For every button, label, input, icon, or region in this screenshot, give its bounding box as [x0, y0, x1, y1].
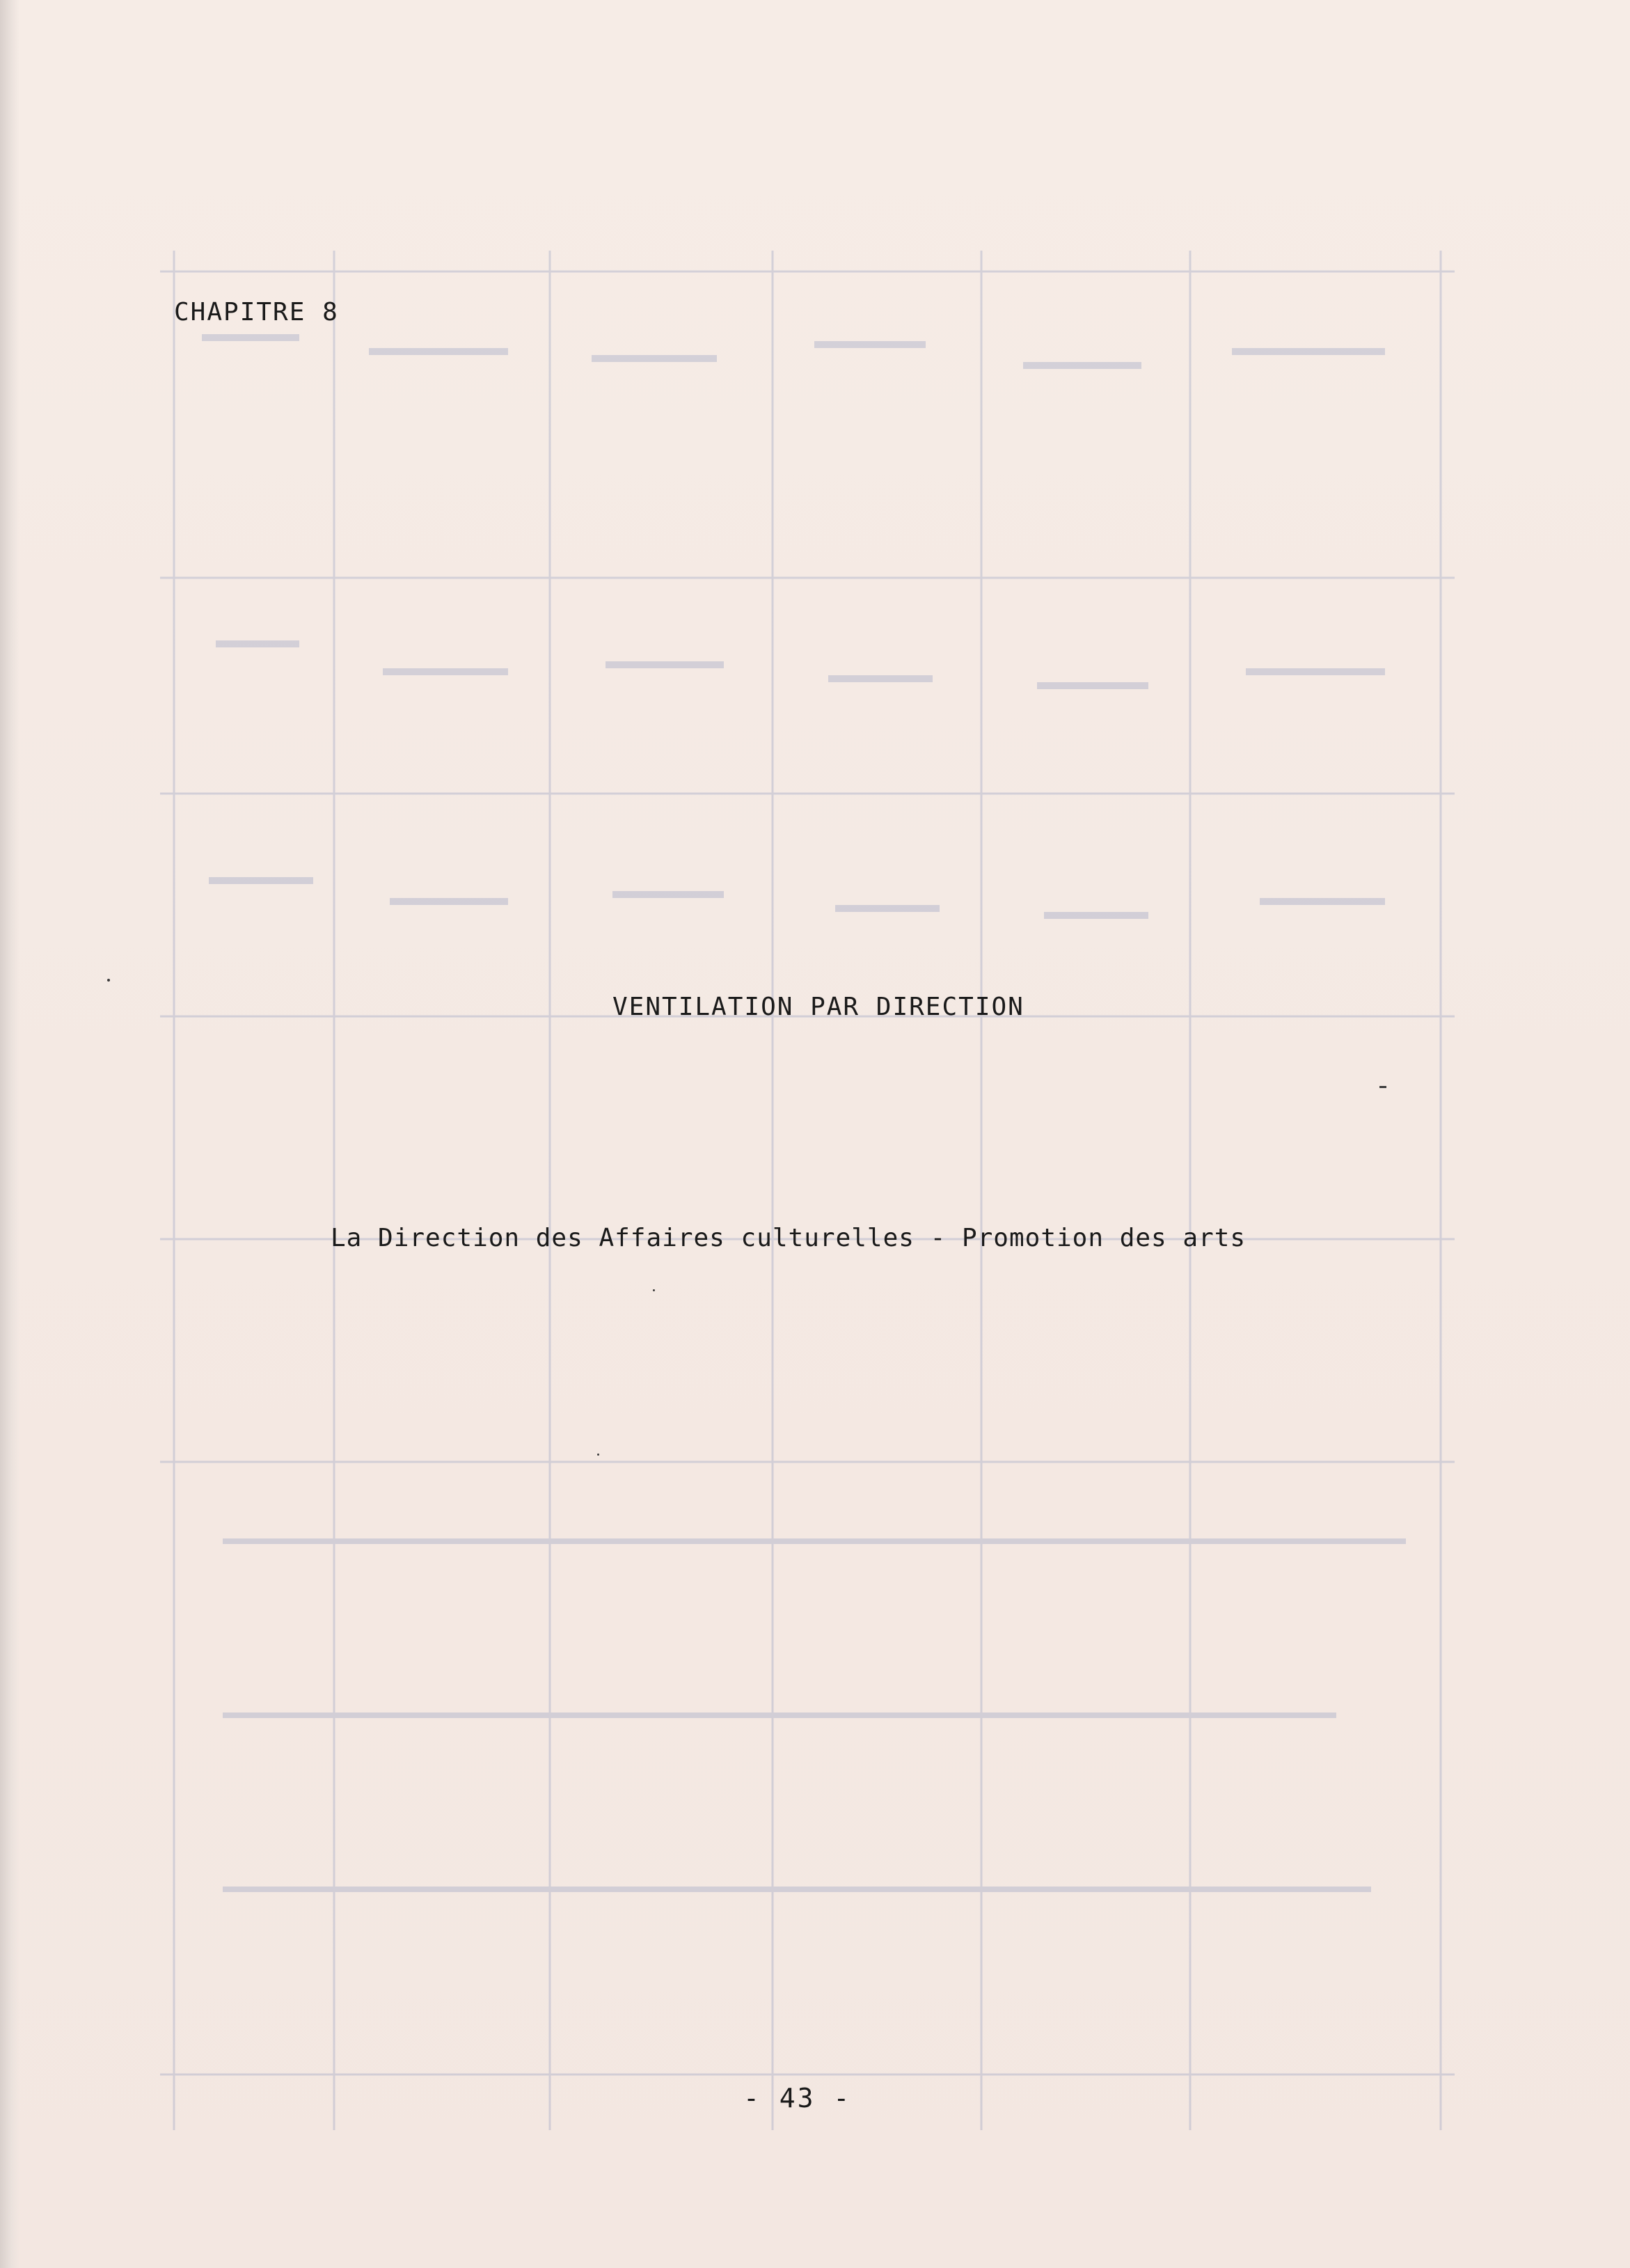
scan-speck [1379, 1086, 1386, 1088]
scan-speck [597, 1454, 599, 1456]
scan-speck [653, 1289, 655, 1291]
page-number: - 43 - [743, 2083, 852, 2113]
section-title: VENTILATION PAR DIRECTION [612, 993, 1024, 1021]
chapter-heading: CHAPITRE 8 [174, 298, 339, 326]
subtitle: La Direction des Affaires culturelles - Promotion des arts [331, 1224, 1247, 1252]
scan-speck [107, 979, 110, 982]
show-through-lines [160, 251, 1455, 2130]
page-edge-shadow [0, 0, 19, 2268]
show-through-table [160, 251, 1455, 2130]
